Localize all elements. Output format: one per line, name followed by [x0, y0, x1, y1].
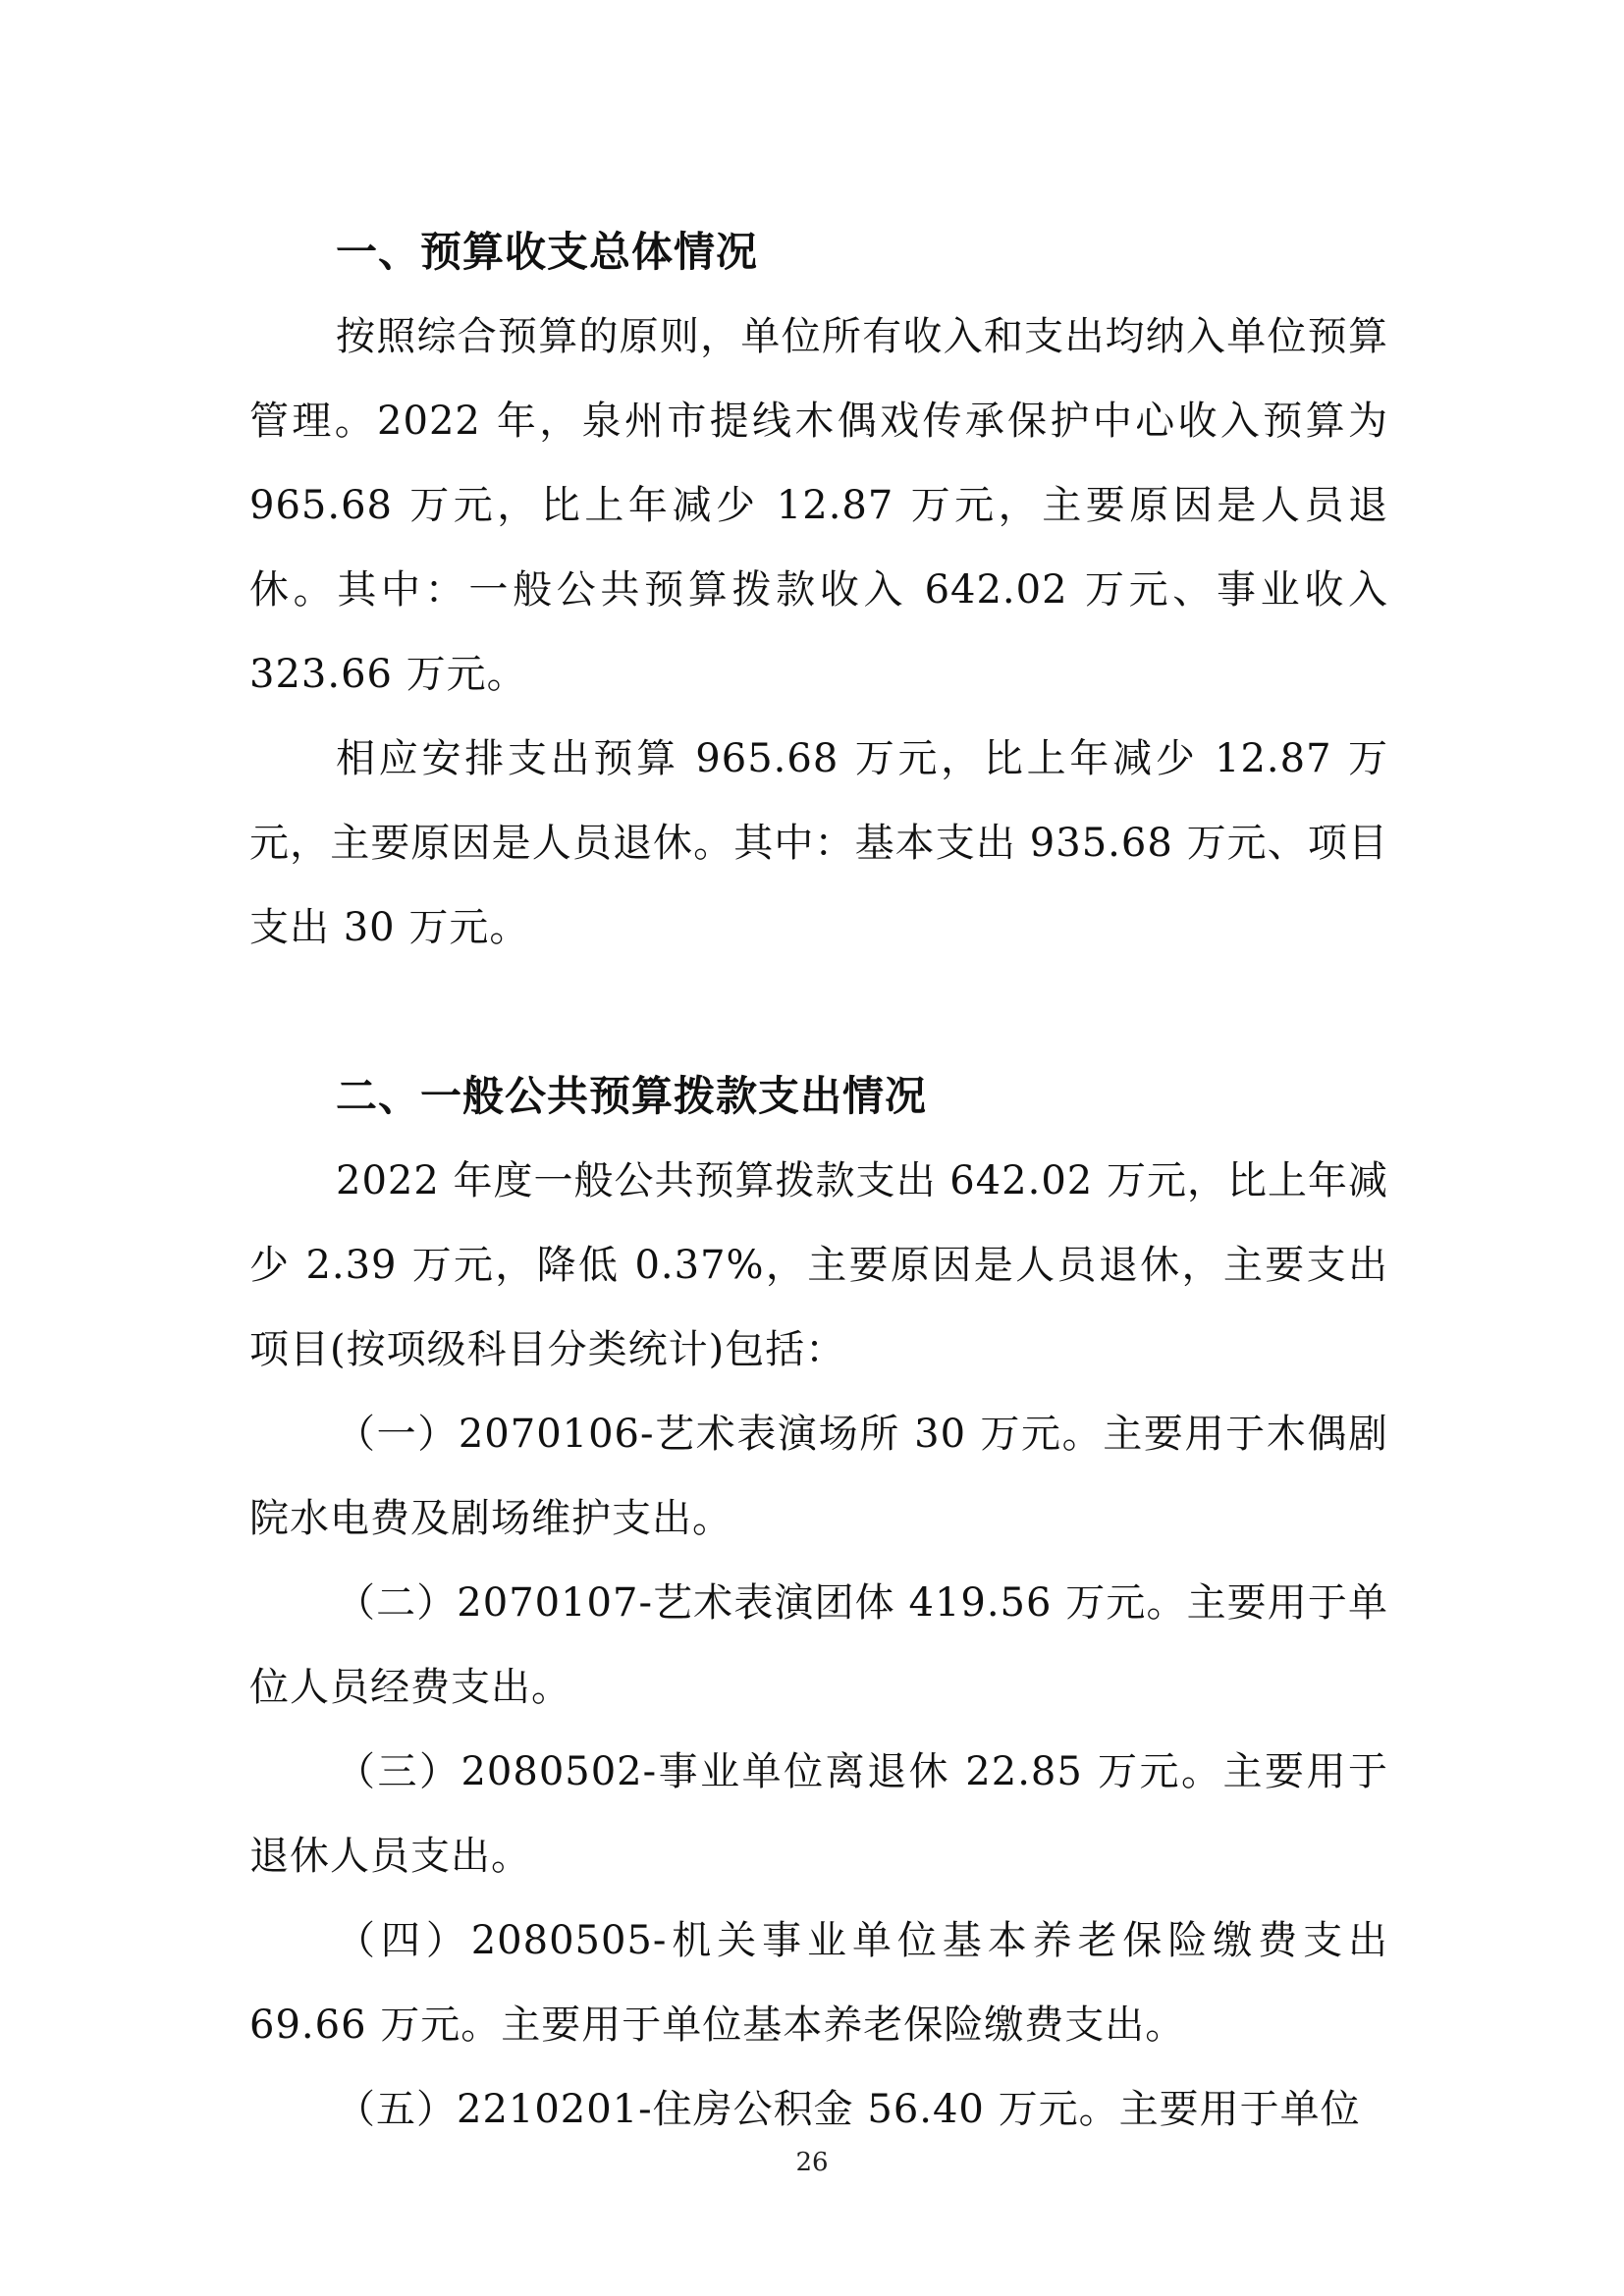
- paragraph: 2022 年度一般公共预算拨款支出 642.02 万元，比上年减少 2.39 万元，降低 0.37%，主要原因是人员退休，主要支出项目(按项级科目分类统计)包括：: [249, 1158, 1388, 1372]
- section-heading-general-budget-expenditure: 二、一般公共预算拨款支出情况: [336, 1072, 928, 1120]
- section-spacer: [249, 970, 1388, 1054]
- list-item: （三）2080502-事业单位离退休 22.85 万元。主要用于退休人员支出。: [249, 1749, 1388, 1879]
- list-item: （二）2070107-艺术表演团体 419.56 万元。主要用于单位人员经费支出。: [249, 1580, 1388, 1710]
- list-item: （一）2070106-艺术表演场所 30 万元。主要用于木偶剧院水电费及剧场维护支出。: [249, 1412, 1388, 1541]
- list-item: （四）2080505-机关事业单位基本养老保险缴费支出 69.66 万元。主要用于单位基本养老保险缴费支出。: [249, 1918, 1388, 2048]
- paragraph: 相应安排支出预算 965.68 万元，比上年减少 12.87 万元，主要原因是人员退休。其中：基本支出 935.68 万元、项目支出 30 万元。: [249, 736, 1388, 950]
- page-number: 26: [795, 2148, 829, 2177]
- paragraph: 按照综合预算的原则，单位所有收入和支出均纳入单位预算管理。2022 年，泉州市提线木偶戏传承保护中心收入预算为 965.68 万元，比上年减少 12.87 万元，主要原因是人员退休。其中：一般公共预算拨款收入 642.02 万元、事业收入 323.66 万元。: [249, 314, 1388, 697]
- section-heading-budget-overview: 一、预算收支总体情况: [336, 228, 759, 276]
- list-item: （五）2210201-住房公积金 56.40 万元。主要用于单位: [336, 2087, 1361, 2132]
- document-body: [249, 210, 1388, 2152]
